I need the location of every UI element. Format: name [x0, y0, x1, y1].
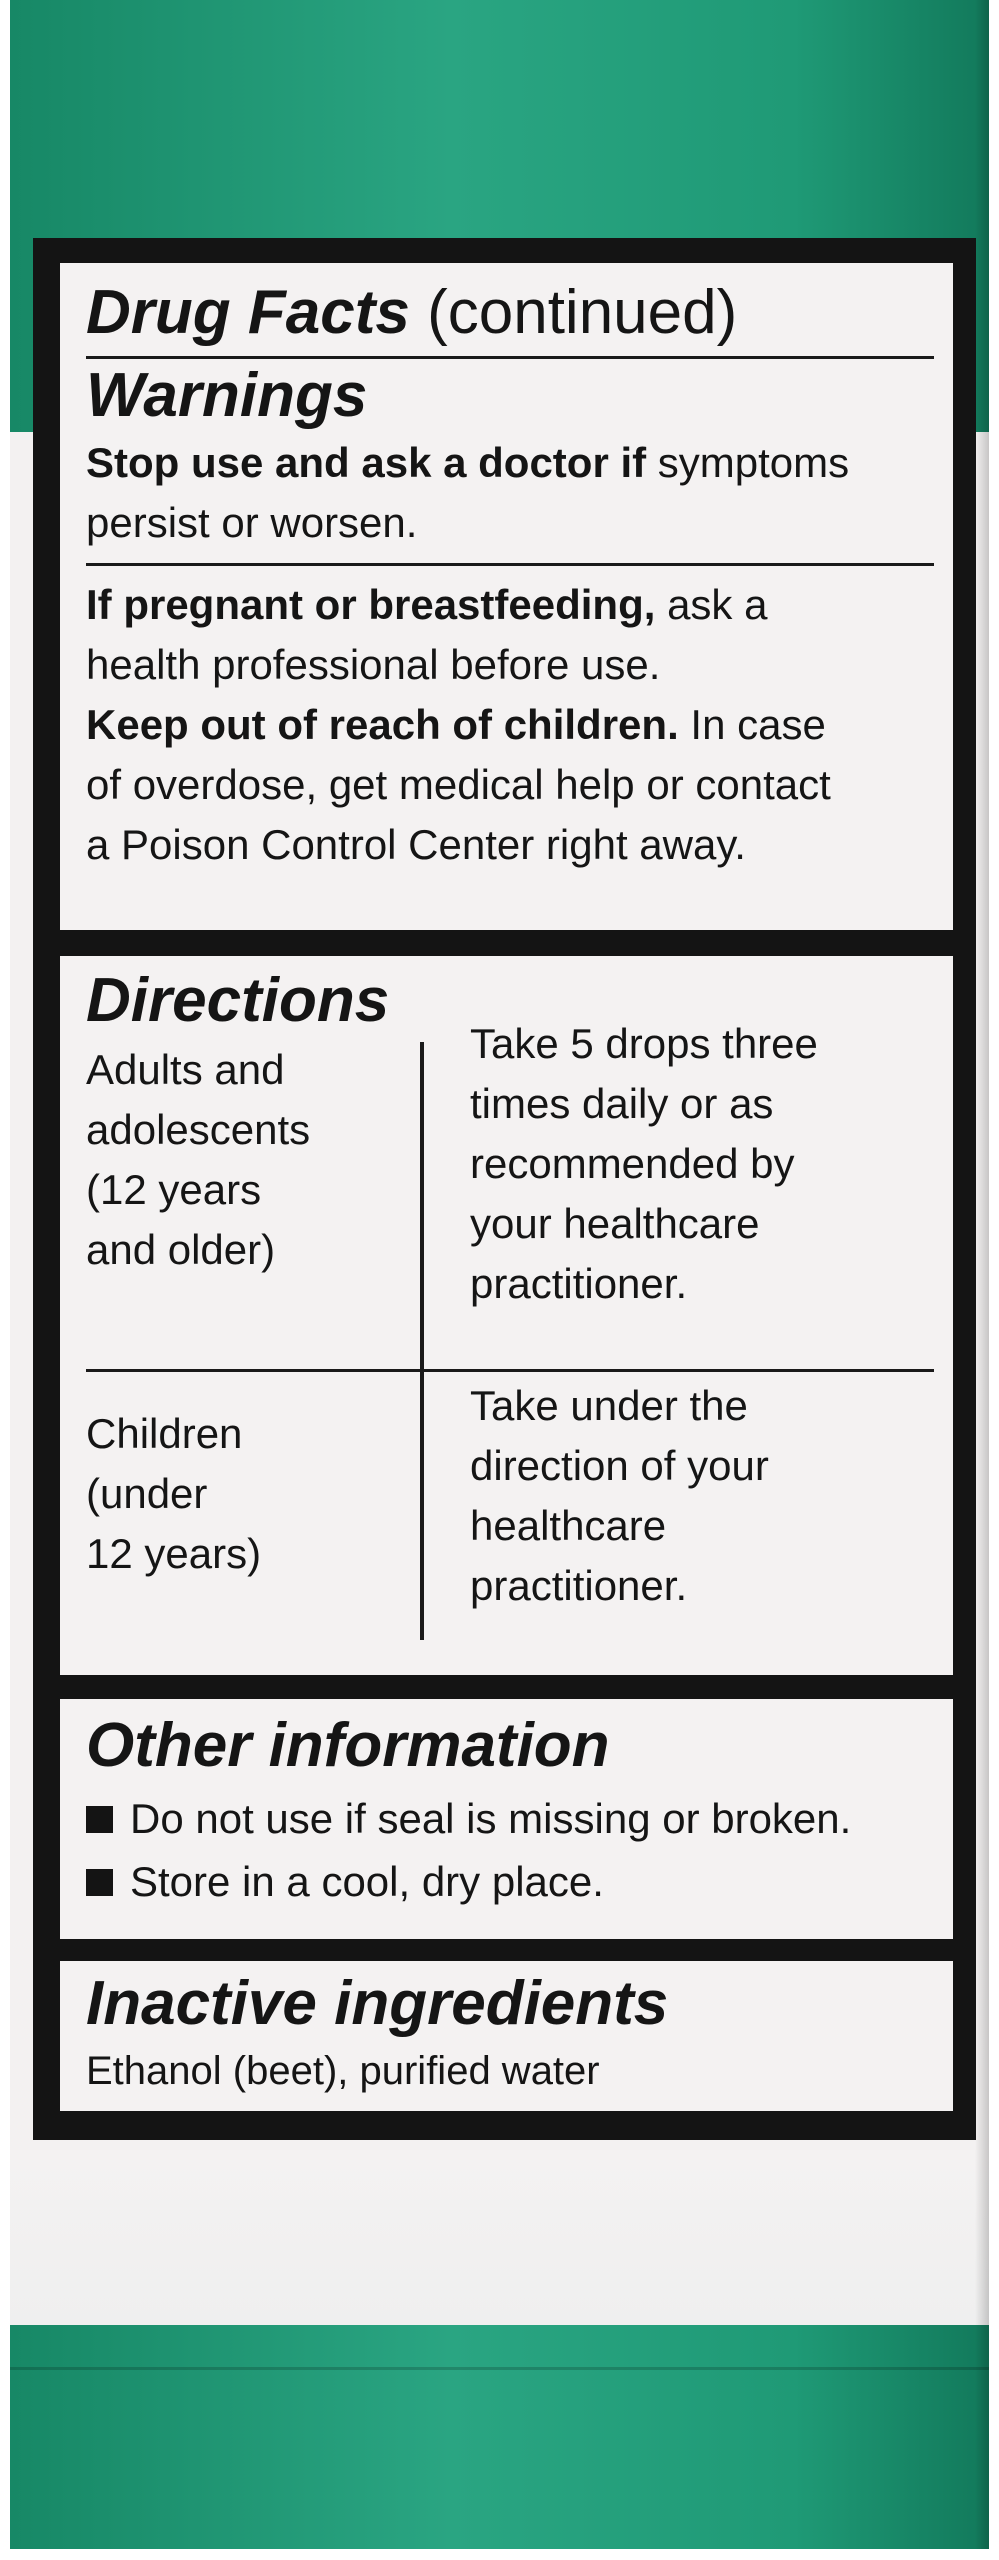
adults-who-line-1: Adults and — [86, 1046, 285, 1093]
box-fold-line — [10, 2367, 989, 2370]
inactive-ingredients-panel — [60, 1961, 953, 2111]
square-bullet-icon — [86, 1806, 113, 1833]
inactive-ingredients-text: Ethanol (beet), purified water — [86, 2049, 600, 2093]
drug-facts-title-bold: Drug Facts — [86, 278, 410, 347]
directions-panel — [60, 956, 953, 1675]
other-information-heading: Other information — [86, 1711, 610, 1780]
directions-column-divider — [420, 1042, 424, 1640]
product-box-side — [10, 0, 989, 2549]
directions-heading: Directions — [86, 966, 390, 1035]
adults-dose-line-1: Take 5 drops three — [470, 1020, 818, 1067]
children-line-3: a Poison Control Center right away. — [86, 821, 746, 868]
adults-who-line-4: and older) — [86, 1226, 276, 1273]
pregnant-line-1 — [86, 575, 767, 635]
children-dose-line-2: direction of your — [470, 1442, 769, 1489]
box-edge-shadow — [975, 0, 989, 2549]
adults-dose-line-4: your healthcare — [470, 1200, 760, 1247]
children-line-1 — [86, 695, 826, 755]
children-line-2: of overdose, get medical help or contact — [86, 761, 831, 808]
directions-row-divider — [86, 1369, 934, 1372]
stop-use-line-1 — [86, 433, 849, 493]
other-info-item: Do not use if seal is missing or broken. — [130, 1795, 852, 1842]
children-who-line-3: 12 years) — [86, 1530, 262, 1577]
children-dose-line-1: Take under the — [470, 1382, 748, 1429]
children-who-line-2: (under — [86, 1470, 208, 1517]
other-information-panel — [60, 1699, 953, 1939]
other-info-item: Store in a cool, dry place. — [130, 1858, 604, 1905]
children-bold: Keep out of reach of children. — [86, 701, 679, 748]
adults-dose-line-5: practitioner. — [470, 1260, 688, 1307]
inactive-ingredients-heading: Inactive ingredients — [86, 1969, 669, 2038]
pregnant-bold: If pregnant or breastfeeding, — [86, 581, 656, 628]
pregnant-line-2: health professional before use. — [86, 641, 661, 688]
drug-facts-label — [33, 238, 976, 2140]
adults-who-line-2: adolescents — [86, 1106, 311, 1153]
adults-who-line-3: (12 years — [86, 1166, 262, 1213]
box-blank-area — [10, 2150, 989, 2325]
stop-use-bold: Stop use and ask a doctor if — [86, 439, 647, 486]
children-dose-line-4: practitioner. — [470, 1562, 688, 1609]
children-dose-line-3: healthcare — [470, 1502, 667, 1549]
adults-dose-line-2: times daily or as — [470, 1080, 774, 1127]
drug-facts-title — [86, 275, 737, 351]
stop-use-text: symptoms — [657, 439, 850, 486]
children-text: In case — [690, 701, 826, 748]
stop-use-line-2: persist or worsen. — [86, 499, 418, 546]
drug-facts-title-suffix: (continued) — [427, 278, 738, 347]
pregnant-text: ask a — [667, 581, 768, 628]
box-teal-bottom-band — [10, 2325, 989, 2549]
square-bullet-icon — [86, 1869, 113, 1896]
adults-dose-line-3: recommended by — [470, 1140, 795, 1187]
warnings-heading: Warnings — [86, 361, 368, 430]
children-who-line-1: Children — [86, 1410, 243, 1457]
title-divider — [86, 356, 934, 359]
warnings-panel — [60, 263, 953, 930]
warnings-divider — [86, 563, 934, 566]
